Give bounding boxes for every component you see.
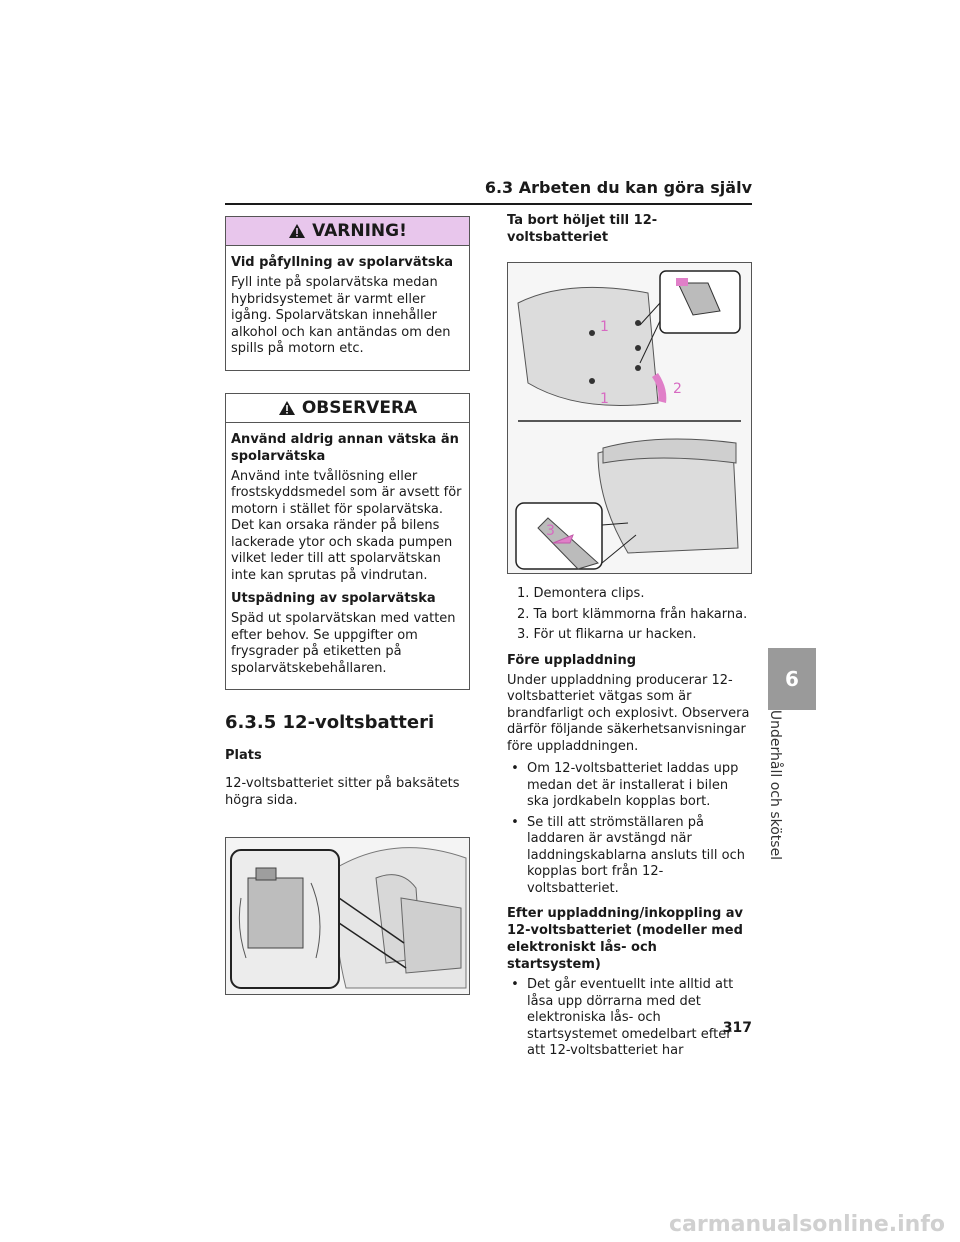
bullet-text: Om 12-voltsbatteriet laddas upp medan det är installerat i bilen ska jordkabeln kopplas bort.	[527, 761, 739, 809]
bullet-text: Se till att strömställaren på laddaren är avstängd när laddningskablarna ansluts till och kopplas bort från 12-voltsbatteriet.	[527, 814, 745, 896]
plats-heading: Plats	[225, 748, 262, 763]
list-item: • Det går eventuellt inte alltid att låsa upp dörrarna med det elektroniska lås- och startsystemet omedelbart efter att 12-voltsbatteriet har	[507, 977, 752, 1060]
watermark: carmanualsonline.info	[669, 1212, 945, 1237]
cover-removal-figure	[507, 262, 752, 574]
caution-triangle-icon	[278, 400, 296, 416]
chapter-tab: 6	[768, 648, 816, 710]
before-charging-text: Under uppladdning producerar 12-voltsbatteriet vätgas som är brandfarligt och explosivt. Observera därför följande säkerhetsanvisningar före uppladdningen.	[507, 672, 750, 754]
page-number: 317	[722, 1020, 752, 1036]
bullet-text: Det går eventuellt inte alltid att låsa upp dörrarna med det elektroniska lås- och startsystemet omedelbart efter att 12-voltsbatteriet har	[527, 977, 734, 1058]
callout-1b: 1	[600, 391, 609, 407]
notice-text-2: Späd ut spolarvätskan med vatten efter behov. Se uppgifter om frysgrader på etiketten på spolarvätskebehållaren.	[231, 611, 456, 676]
after-charging-heading: Efter uppladdning/inkoppling av 12-voltsbatteriet (modeller med elektroniskt lås- och startsystem)	[507, 906, 744, 972]
car-interior-illustration	[226, 838, 469, 994]
section-title: 6.3.5 12-voltsbatteri	[225, 712, 435, 733]
list-item: • Se till att strömställaren på laddaren är avstängd när laddningskablarna ansluts till och kopplas bort från 12-voltsbatteriet.	[507, 815, 752, 898]
warning-title: VARNING!	[312, 221, 407, 241]
page-header: 6.3 Arbeten du kan göra själv	[225, 178, 752, 205]
left-column	[225, 216, 470, 1007]
callout-1a: 1	[600, 319, 609, 335]
notice-text-1: Använd inte tvållösning eller frostskyddsmedel som är avsett för motorn i stället för spolarvätska. Det kan orsaka ränder på bilens lackerade ytor och skada pumpen vilket leder till att spolarvätskan inte kan sprutas på vindrutan.	[231, 468, 462, 583]
battery-location-figure	[225, 837, 470, 995]
steps-list	[507, 586, 752, 644]
notice-title: OBSERVERA	[301, 397, 418, 418]
step-item: 3. För ut flikarna ur hacken.	[517, 627, 697, 642]
list-item: • Om 12-voltsbatteriet laddas upp medan det är installerat i bilen ska jordkabeln kopplas bort.	[507, 761, 752, 811]
after-charging-list	[507, 977, 752, 1060]
warning-triangle-icon	[288, 223, 306, 239]
warning-header	[226, 217, 469, 246]
step-item: 2. Ta bort klämmorna från hakarna.	[517, 606, 748, 622]
right-column	[507, 210, 752, 1068]
warning-subhead: Vid påfyllning av spolarvätska	[231, 255, 454, 270]
cover-removal-heading: Ta bort höljet till 12-voltsbatteriet	[507, 213, 658, 245]
warning-text: Fyll inte på spolarvätska medan hybridsystemet är varmt eller igång. Spolarvätskan innehåller alkohol och kan antändas om den spills på motorn etc.	[231, 275, 451, 356]
plats-text: 12-voltsbatteriet sitter på baksätets högra sida.	[225, 776, 460, 808]
notice-subhead-1: Använd aldrig annan vätska än spolarvätska	[231, 431, 459, 464]
before-charging-heading: Före uppladdning	[507, 652, 637, 668]
warning-box	[225, 216, 470, 371]
notice-subhead-2: Utspädning av spolarvätska	[231, 591, 436, 606]
callout-2: 2	[673, 381, 682, 397]
chapter-tab-label	[760, 709, 790, 861]
callout-3: 3	[546, 523, 555, 539]
notice-header	[226, 394, 469, 423]
notice-box	[225, 393, 470, 691]
cover-removal-illustration	[508, 263, 751, 573]
chapter-label-text: Underhåll och skötsel	[767, 709, 783, 861]
before-charging-list	[507, 761, 752, 897]
step-item: 1. Demontera clips.	[517, 586, 645, 601]
